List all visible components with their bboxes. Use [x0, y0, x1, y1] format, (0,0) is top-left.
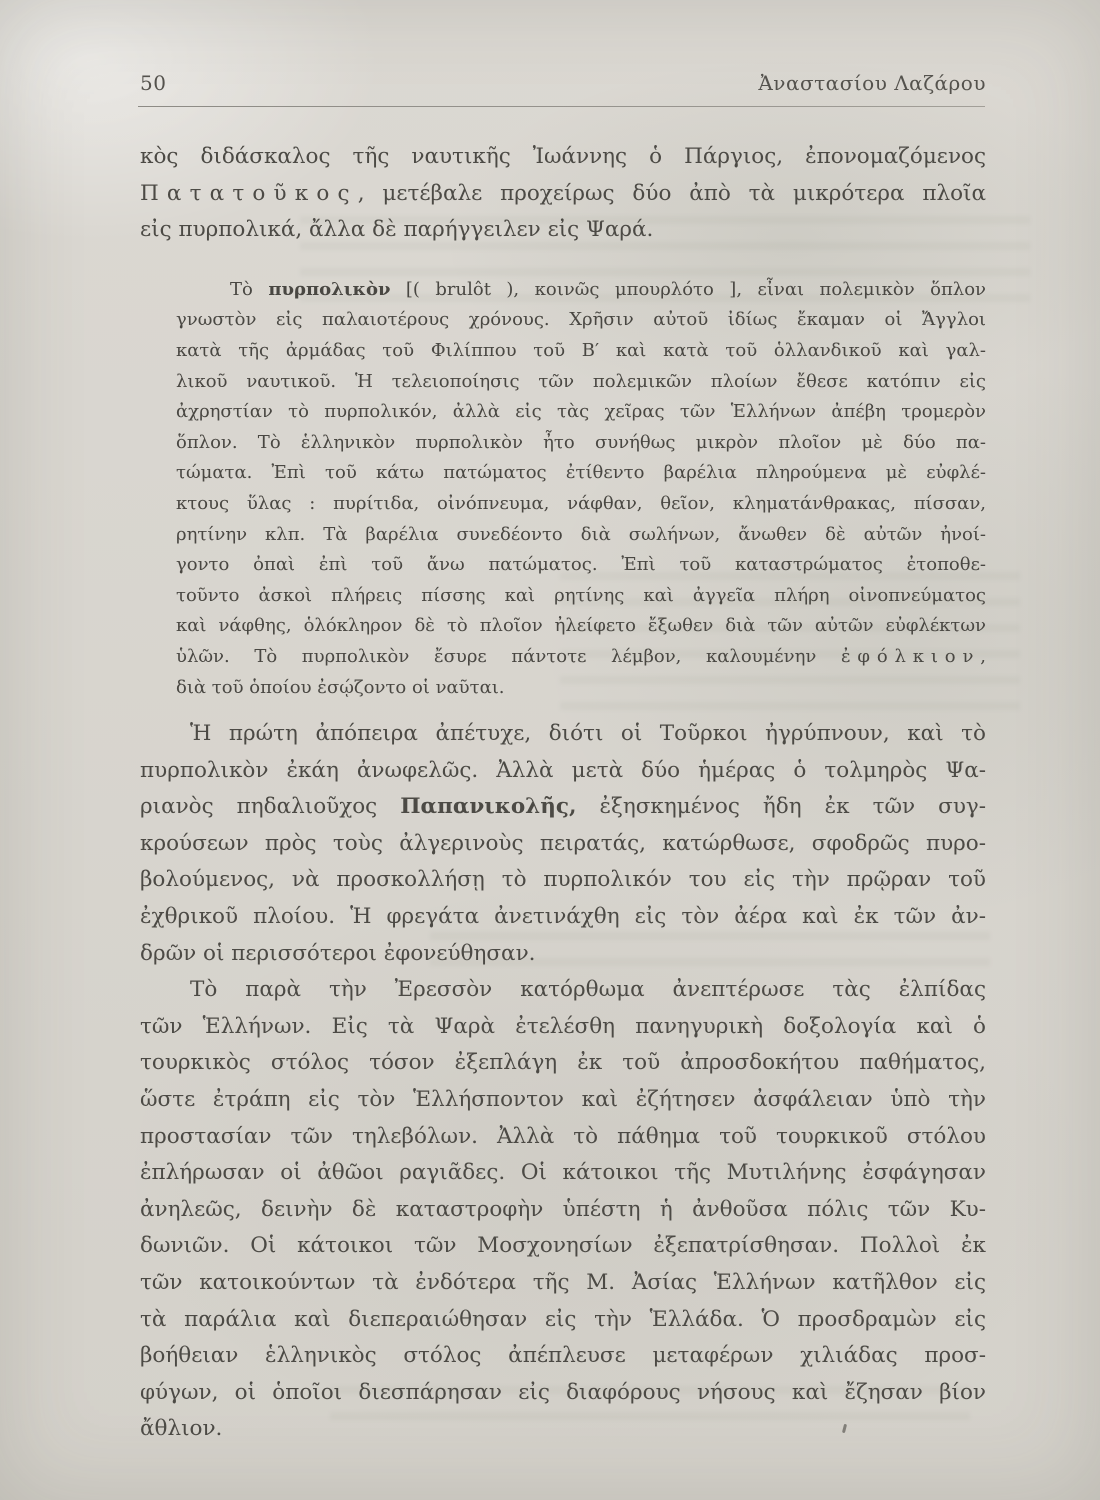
line-segment: [( brulôt ), κοινῶς μπουρλότο ], εἶναι πολεμικὸν ὅπλον	[390, 278, 986, 300]
paragraph	[140, 716, 986, 972]
text-line: Ἡ πρώτη ἀπόπειρα ἀπέτυχε, διότι οἱ Τοῦρκοι ἠγρύπνουν, καὶ τὸ	[190, 721, 986, 747]
line-segment: , μετέβαλε προχείρως δύο ἀπὸ τὰ μικρότερα πλοῖα	[357, 180, 986, 206]
bold-name: Παπανικολῆς,	[400, 794, 577, 820]
text-line	[140, 789, 986, 826]
text-line: ὅπλον. Τὸ ἑλληνικὸν πυρπολικὸν ἦτο συνήθως μικρὸν πλοῖον μὲ δύο πα-	[176, 431, 986, 453]
text-line: δρῶν οἱ περισσότεροι ἐφονεύθησαν.	[140, 940, 536, 966]
text-line	[176, 642, 986, 673]
small-type-block	[176, 275, 986, 703]
text-line: κατὰ τῆς ἀρμάδας τοῦ Φιλίππου τοῦ Β′ καὶ κατὰ τοῦ ὁλλανδικοῦ καὶ γαλ-	[176, 339, 986, 361]
page-number: 50	[140, 71, 167, 95]
running-title: Ἀναστασίου Λαζάρου	[758, 71, 986, 95]
text-line: Τὸ παρὰ τὴν Ἐρεσσὸν κατόρθωμα ἀνεπτέρωσε τὰς ἐλπίδας	[190, 977, 986, 1003]
text-line: βολούμενος, νὰ προσκολλήσῃ τὸ πυρπολικόν του εἰς τὴν πρῷραν τοῦ	[140, 867, 986, 893]
text-line: διὰ τοῦ ὁποίου ἐσῴζοντο οἱ ναῦται.	[176, 676, 505, 698]
text-line: κρούσεων πρὸς τοὺς ἀλγερινοὺς πειρατάς, κατώρθωσε, σφοδρῶς πυρο-	[140, 830, 986, 856]
text-line: ἀνηλεῶς, δεινὴν δὲ καταστροφὴν ὑπέστη ἡ ἀνθοῦσα πόλις τῶν Κυ-	[140, 1196, 986, 1222]
text-line: ρητίνην κλπ. Τὰ βαρέλια συνεδέοντο διὰ σωλήνων, ἄνωθεν δὲ αὐτῶν ἠνοί-	[176, 523, 986, 545]
text-line: προστασίαν τῶν τηλεβόλων. Ἀλλὰ τὸ πάθημα τοῦ τουρκικοῦ στόλου	[140, 1123, 986, 1149]
text-line: ἀχρηστίαν τὸ πυρπολικόν, ἀλλὰ εἰς τὰς χεῖρας τῶν Ἑλλήνων ἀπέβη τρομερὸν	[176, 401, 986, 423]
text-line: κὸς διδάσκαλος τῆς ναυτικῆς Ἰωάννης ὁ Πάργιος, ἐπονομαζόμενος	[140, 144, 986, 169]
letterspaced-name: Πατατοῦκος	[140, 180, 358, 206]
text-line: κτους ὕλας : πυρίτιδα, οἰνόπνευμα, νάφθαν, θεῖον, κληματάνθρακας, πίσσαν,	[176, 492, 986, 514]
paragraph	[140, 972, 986, 1448]
line-segment: Τὸ	[230, 278, 269, 300]
page-header	[140, 71, 986, 95]
text-line: ἐχθρικοῦ πλοίου. Ἡ φρεγάτα ἀνετινάχθη εἰς τὸν ἀέρα καὶ ἐκ τῶν ἀν-	[140, 904, 986, 930]
header-rule	[138, 106, 985, 107]
text-line: τῶν Ἑλλήνων. Εἰς τὰ Ψαρὰ ἐτελέσθη πανηγυρικὴ δοξολογία καὶ ὁ	[140, 1013, 986, 1039]
text-line: τουρκικὸς στόλος τόσον ἐξεπλάγη ἐκ τοῦ ἀπροσδοκήτου παθήματος,	[140, 1050, 986, 1076]
line-segment: ἐξησκημένος ἤδη ἐκ τῶν συγ-	[576, 794, 986, 820]
text-line	[176, 275, 986, 306]
text-line: γοντο ὀπαὶ ἐπὶ τοῦ ἄνω πατώματος. Ἐπὶ τοῦ καταστρώματος ἐτοποθε-	[176, 554, 986, 576]
text-line	[140, 176, 986, 213]
text-line: δωνιῶν. Οἱ κάτοικοι τῶν Μοσχονησίων ἐξεπατρίσθησαν. Πολλοὶ ἐκ	[140, 1233, 986, 1259]
text-line: φύγων, οἱ ὁποῖοι διεσπάρησαν εἰς διαφόρους νήσους καὶ ἔζησαν βίον	[140, 1379, 986, 1405]
text-line: τοῦντο ἀσκοὶ πλήρεις πίσσης καὶ ρητίνης καὶ ἀγγεῖα πλήρη οἰνοπνεύματος	[176, 584, 986, 606]
text-line: τώματα. Ἐπὶ τοῦ κάτω πατώματος ἐτίθεντο βαρέλια πληρούμενα μὲ εὐφλέ-	[176, 462, 986, 484]
text-line: τῶν κατοικούντων τὰ ἐνδότερα τῆς Μ. Ἀσίας Ἑλλήνων κατῆλθον εἰς	[140, 1270, 986, 1295]
text-line: καὶ νάφθης, ὁλόκληρον δὲ τὸ πλοῖον ἠλείφετο ἔξωθεν διὰ τῶν αὐτῶν εὐφλέκτων	[176, 615, 986, 637]
letterspaced-term: ἐφόλκιον	[840, 645, 981, 667]
line-segment: ριανὸς πηδαλιοῦχος	[140, 794, 401, 820]
text-line: εἰς πυρπολικά, ἄλλα δὲ παρήγγειλεν εἰς Ψαρά.	[140, 217, 654, 243]
paragraph-continuation	[140, 139, 986, 249]
text-line: ἄθλιον.	[140, 1416, 223, 1442]
text-line: τὰ παράλια καὶ διεπεραιώθησαν εἰς τὴν Ἑλλάδα. Ὁ προσδραμὼν εἰς	[140, 1306, 986, 1332]
text-line: βοήθειαν ἑλληνικὸς στόλος ἀπέπλευσε μεταφέρων χιλιάδας προσ-	[140, 1343, 986, 1369]
text-line: ἐπλήρωσαν οἱ ἀθῶοι ραγιᾶδες. Οἱ κάτοικοι τῆς Μυτιλήνης ἐσφάγησαν	[140, 1160, 986, 1186]
text-line: λικοῦ ναυτικοῦ. Ἡ τελειοποίησις τῶν πολεμικῶν πλοίων ἔθεσε κατόπιν εἰς	[176, 370, 986, 392]
line-segment: ,	[980, 645, 986, 667]
text-line: ὥστε ἐτράπη εἰς τὸν Ἑλλήσποντον καὶ ἐζήτησεν ἀσφάλειαν ὑπὸ τὴν	[140, 1087, 986, 1113]
text-line: πυρπολικὸν ἐκάη ἀνωφελῶς. Ἀλλὰ μετὰ δύο ἡμέρας ὁ τολμηρὸς Ψα-	[140, 757, 986, 783]
bold-term: πυρπολικὸν	[268, 278, 391, 300]
line-segment: ὑλῶν. Τὸ πυρπολικὸν ἔσυρε πάντοτε λέμβον, καλουμένην	[176, 645, 841, 667]
text-line: γνωστὸν εἰς παλαιοτέρους χρόνους. Χρῆσιν αὐτοῦ ἰδίως ἔκαμαν οἱ Ἄγγλοι	[176, 309, 986, 331]
page-body	[140, 139, 986, 1448]
